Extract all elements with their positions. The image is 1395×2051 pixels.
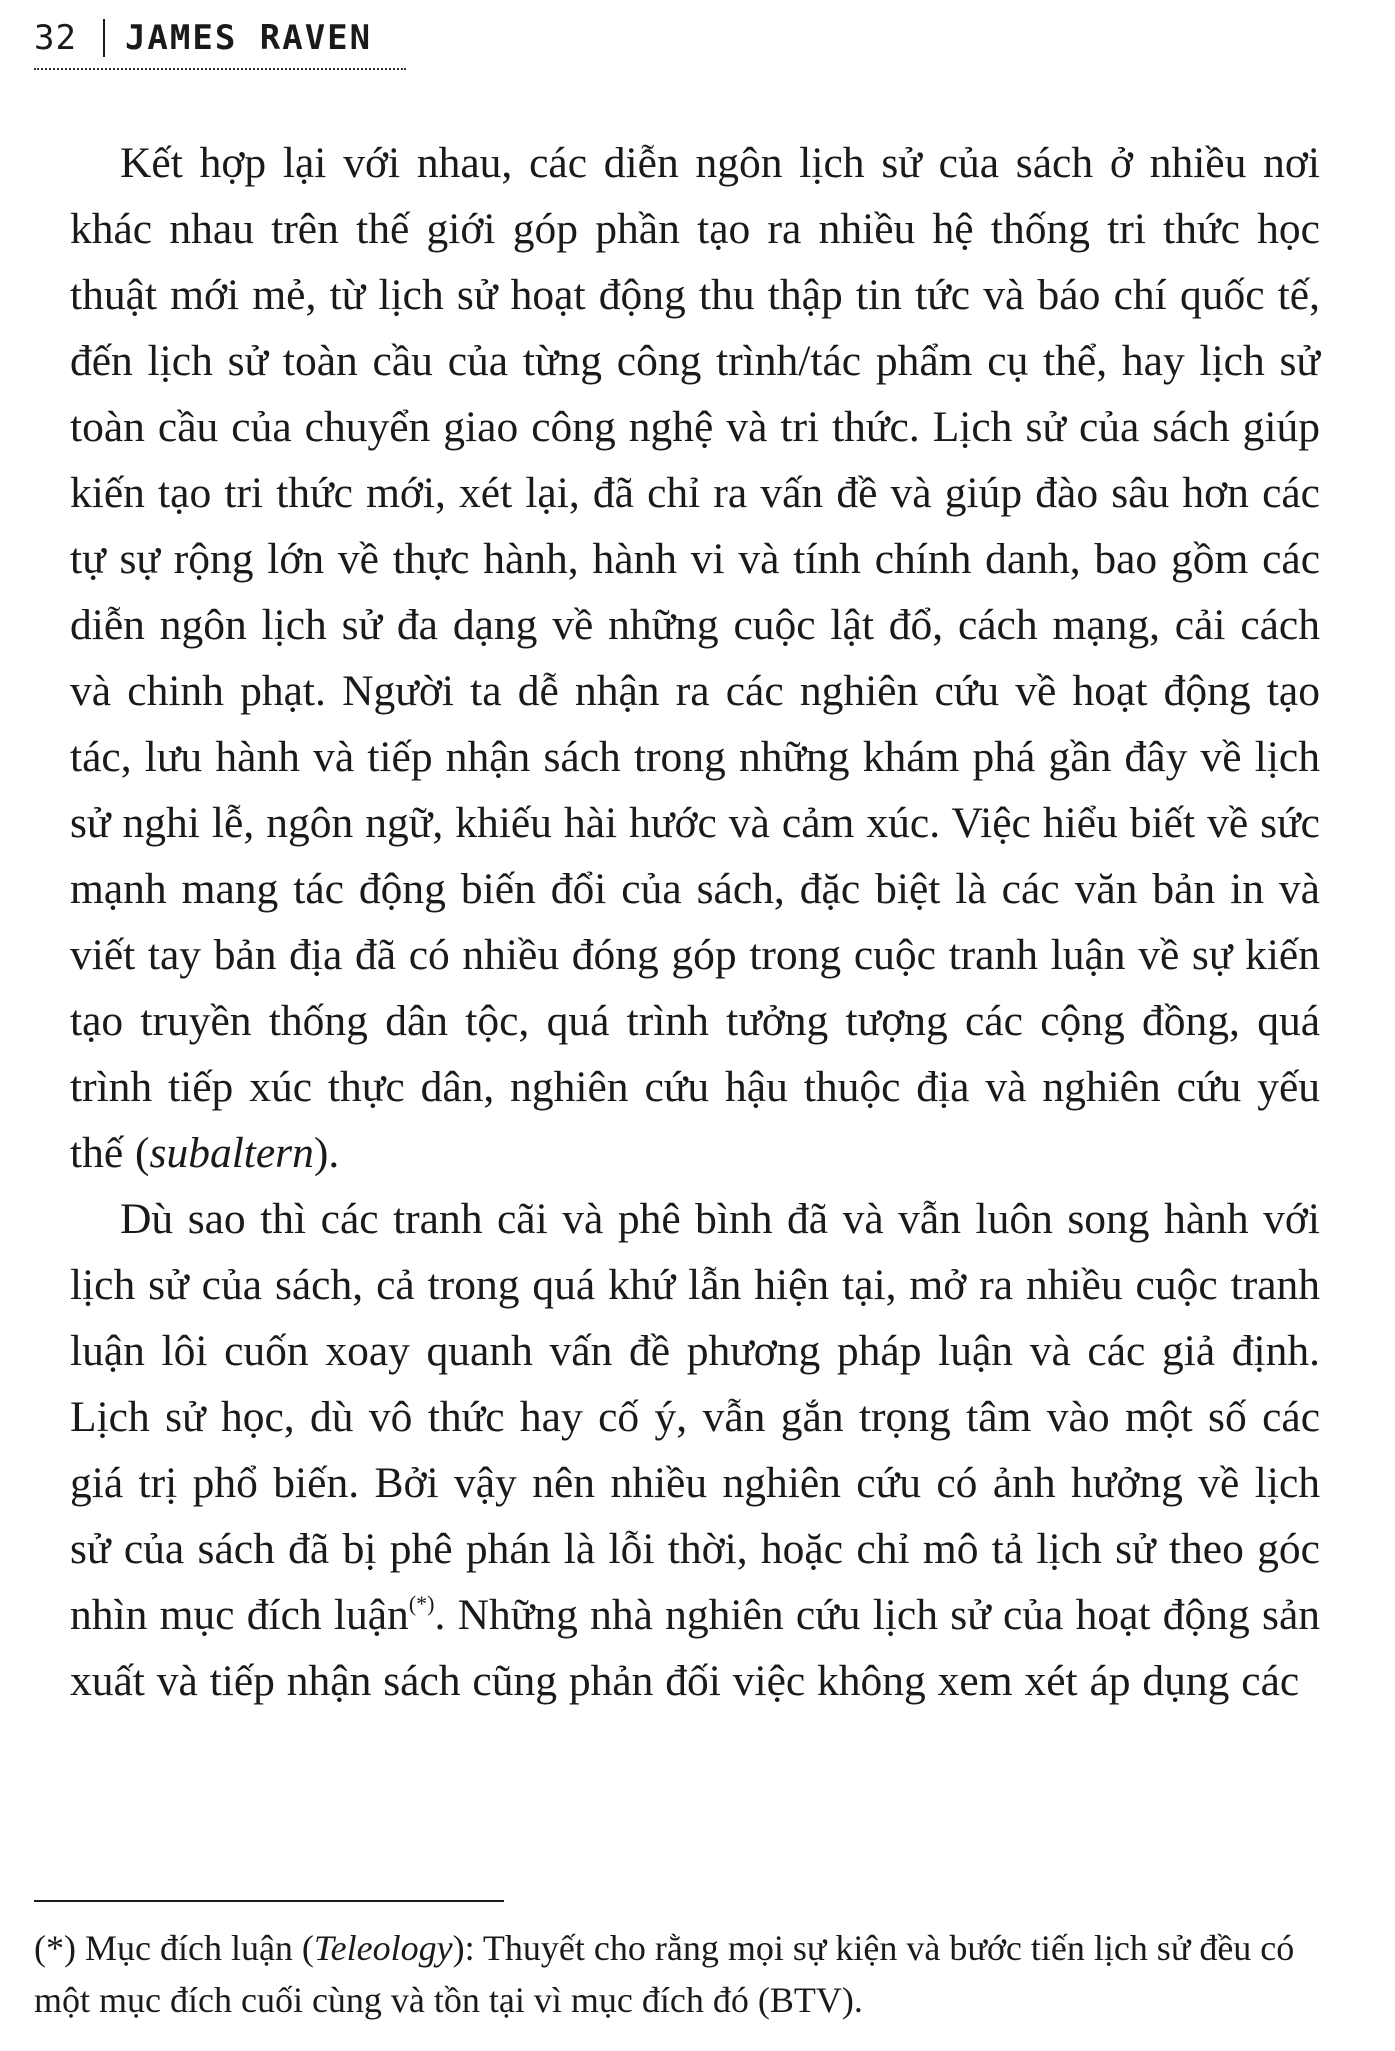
- paragraph-2-text-end: . Những nhà nghiên cứu lịch sử của hoạt động sản xuất và tiếp nhận sách cũng phản đối việc không xem xét áp dụng các: [70, 1591, 1321, 1705]
- paragraph-1-italic-term: subaltern: [149, 1129, 314, 1177]
- footnote-text-end: ): Thuyết cho rằng mọi sự kiện và bước tiến lịch sử đều có một mục đích cuối cùng và tồn tại vì mục đích đó (BTV).: [34, 1928, 1295, 2020]
- running-title: JAMES RAVEN: [124, 18, 373, 58]
- paragraph-2: [70, 1186, 1320, 1714]
- paragraph-2-text: Dù sao thì các tranh cãi và phê bình đã và vẫn luôn song hành với lịch sử của sách, cả trong quá khứ lẫn hiện tại, mở ra nhiều cuộc tranh luận lôi cuốn xoay quanh vấn đề phương pháp luận và các giả định. Lịch sử học, dù vô thức hay cố ý, vẫn gắn trọng tâm vào một số các giá trị phổ biến. Bởi vậy nên nhiều nghiên cứu có ảnh hưởng về lịch sử của sách đã bị phê phán là lỗi thời, hoặc chỉ mô tả lịch sử theo góc nhìn mục đích luận: [70, 1195, 1320, 1639]
- footnote-reference[interactable]: (*): [408, 1591, 435, 1616]
- body-text: [70, 130, 1320, 1714]
- footnote-divider: [34, 1900, 504, 1902]
- paragraph-1-text-end: ).: [313, 1129, 340, 1177]
- footnote-marker: (*): [34, 1928, 76, 1968]
- header-divider: [103, 19, 105, 57]
- paragraph-1: [70, 130, 1320, 1186]
- running-header: [34, 8, 406, 70]
- footnote-text: Mục đích luận (: [75, 1928, 314, 1968]
- page-number: 32: [34, 18, 77, 58]
- footnote-italic-term: Teleology: [313, 1928, 453, 1968]
- footnote: [34, 1922, 1320, 2026]
- paragraph-1-text: Kết hợp lại với nhau, các diễn ngôn lịch sử của sách ở nhiều nơi khác nhau trên thế giới góp phần tạo ra nhiều hệ thống tri thức học thuật mới mẻ, từ lịch sử hoạt động thu thập tin tức và báo chí quốc tế, đến lịch sử toàn cầu của từng công trình/tác phẩm cụ thể, hay lịch sử toàn cầu của chuyển giao công nghệ và tri thức. Lịch sử của sách giúp kiến tạo tri thức mới, xét lại, đã chỉ ra vấn đề và giúp đào sâu hơn các tự sự rộng lớn về thực hành, hành vi và tính chính danh, bao gồm các diễn ngôn lịch sử đa dạng về những cuộc lật đổ, cách mạng, cải cách và chinh phạt. Người ta dễ nhận ra các nghiên cứu về hoạt động tạo tác, lưu hành và tiếp nhận sách trong những khám phá gần đây về lịch sử nghi lễ, ngôn ngữ, khiếu hài hước và cảm xúc. Việc hiểu biết về sức mạnh mang tác động biến đổi của sách, đặc biệt là các văn bản in và viết tay bản địa đã có nhiều đóng góp trong cuộc tranh luận về sự kiến tạo truyền thống dân tộc, quá trình tưởng tượng các cộng đồng, quá trình tiếp xúc thực dân, nghiên cứu hậu thuộc địa và nghiên cứu yếu thế (: [70, 139, 1320, 1177]
